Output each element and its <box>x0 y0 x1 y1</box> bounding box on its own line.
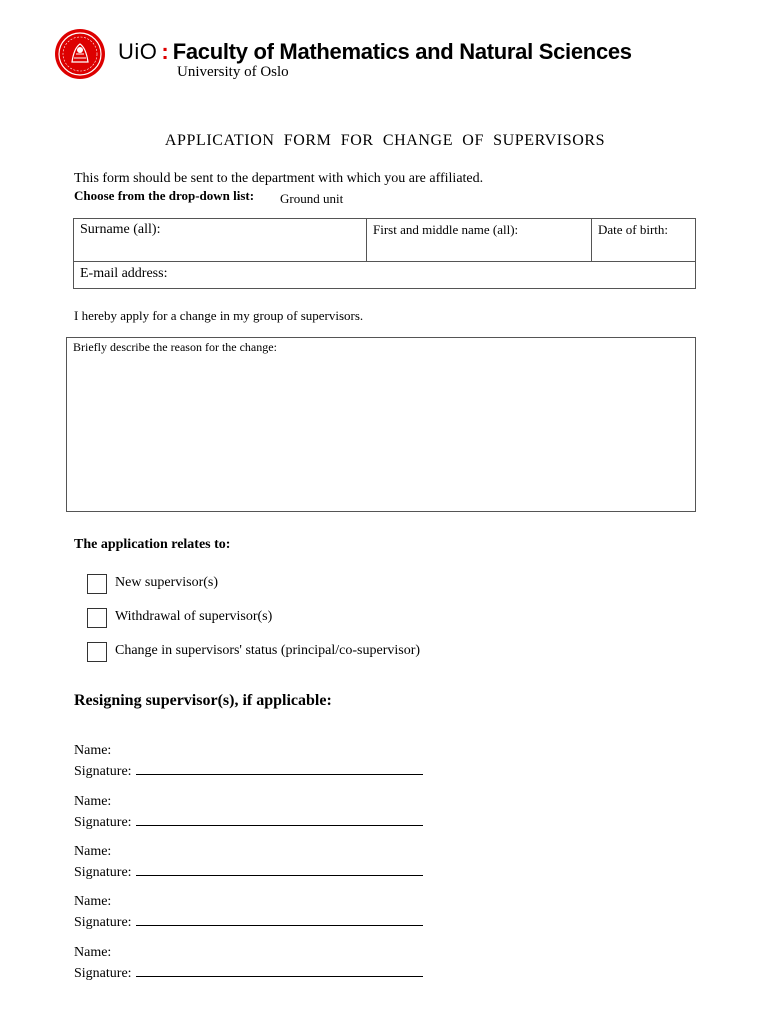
resigning-heading: Resigning supervisor(s), if applicable: <box>74 692 332 709</box>
checkbox-status-change[interactable] <box>87 642 107 662</box>
signature-block <box>74 893 423 932</box>
personal-info-table <box>73 218 696 289</box>
signature-line[interactable] <box>136 962 423 977</box>
dropdown-label: Choose from the drop-down list: <box>74 188 255 203</box>
option-label: Withdrawal of supervisor(s) <box>115 609 273 624</box>
name-label: Name: <box>74 894 112 909</box>
form-title: APPLICATION FORM FOR CHANGE OF SUPERVISORS <box>164 132 606 149</box>
apply-statement: I hereby apply for a change in my group of supervisors. <box>74 308 364 323</box>
email-label: E-mail address: <box>80 266 168 281</box>
relates-heading: The application relates to: <box>74 537 231 552</box>
signature-block <box>74 944 423 983</box>
brand-short: UiO <box>118 39 158 64</box>
signature-line[interactable] <box>136 760 423 775</box>
surname-field[interactable] <box>74 219 367 261</box>
signature-label: Signature: <box>74 764 132 779</box>
dob-label: Date of birth: <box>598 222 669 237</box>
first-name-field[interactable] <box>367 219 592 261</box>
signature-block <box>74 793 423 832</box>
signature-line[interactable] <box>136 861 423 876</box>
intro-text: This form should be sent to the department with which you are affiliated. <box>74 171 484 186</box>
faculty-name: Faculty of Mathematics and Natural Sciences <box>172 39 632 64</box>
checkbox-withdrawal[interactable] <box>87 608 107 628</box>
signature-block <box>74 843 423 882</box>
signature-block <box>74 742 423 781</box>
dob-field[interactable] <box>592 219 695 261</box>
signature-line[interactable] <box>136 911 423 926</box>
reason-label: Briefly describe the reason for the change: <box>73 340 277 354</box>
option-label: Change in supervisors' status (principal/co-supervisor) <box>115 643 421 658</box>
signature-label: Signature: <box>74 865 132 880</box>
signature-line[interactable] <box>136 811 423 826</box>
signature-label: Signature: <box>74 815 132 830</box>
surname-label: Surname (all): <box>80 222 161 237</box>
first-name-label: First and middle name (all): <box>373 222 519 237</box>
university-name: University of Oslo <box>177 64 289 80</box>
brand-header <box>118 40 632 64</box>
signature-label: Signature: <box>74 915 132 930</box>
brand-colon-icon: : <box>161 39 169 64</box>
name-label: Name: <box>74 945 112 960</box>
reason-textarea[interactable] <box>66 337 696 512</box>
option-label: New supervisor(s) <box>115 575 219 590</box>
name-label: Name: <box>74 844 112 859</box>
university-seal-logo <box>54 28 106 80</box>
unit-dropdown[interactable]: Ground unit <box>280 191 344 206</box>
email-field[interactable] <box>80 266 167 282</box>
name-label: Name: <box>74 743 112 758</box>
name-label: Name: <box>74 794 112 809</box>
checkbox-new-supervisor[interactable] <box>87 574 107 594</box>
signature-label: Signature: <box>74 966 132 981</box>
name-row <box>74 219 695 262</box>
